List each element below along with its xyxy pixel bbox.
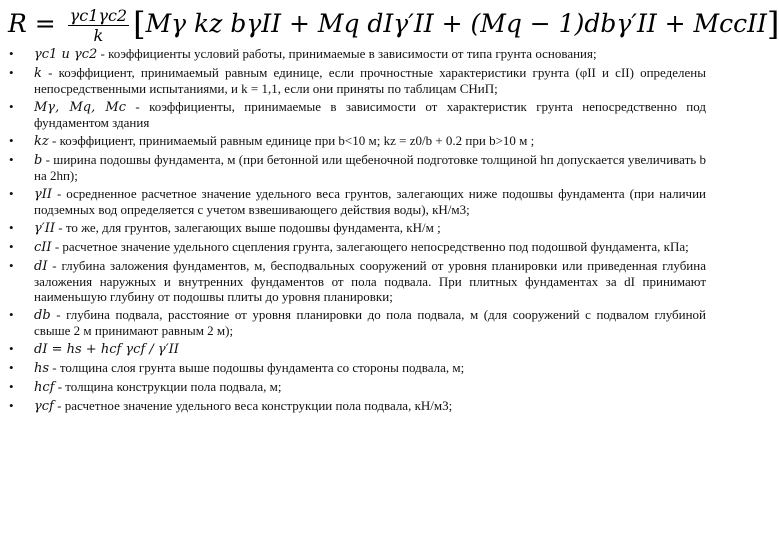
bullet-icon: • — [9, 379, 14, 394]
item-symbol: k — [34, 66, 42, 81]
bullet-icon: • — [9, 65, 14, 80]
item-text: - расчетное значение удельного веса конструкции пола подвала, кН/м3; — [57, 398, 453, 413]
list-item — [0, 99, 720, 130]
bullet-icon: • — [9, 398, 14, 413]
list-item — [0, 341, 720, 357]
item-text: - глубина заложения фундаментов, м, бесподвальных сооружений от уровня планировки или приведенная глубина заложения наружных и внутренних фундаментов от пола подвала. При плитных фундаментах за dI принимают наименьшую глубину от подошвы плиты до уровня планировки; — [34, 258, 706, 304]
item-text: - толщина слоя грунта выше подошвы фундамента со стороны подвала, м; — [52, 360, 465, 375]
list-item — [0, 220, 720, 236]
item-text: - расчетное значение удельного сцепления грунта, залегающего непосредственно под подошвой фундамента, кПа; — [54, 239, 689, 254]
list-item — [0, 398, 720, 414]
bullet-icon: • — [9, 186, 14, 201]
item-text: - толщина конструкции пола подвала, м; — [57, 379, 282, 394]
item-symbol: γc1 и γc2 — [34, 47, 98, 62]
formula-bracket-open: [ — [133, 5, 146, 43]
list-item — [0, 133, 720, 149]
item-text: - то же, для грунтов, залегающих выше подошвы фундамента, кН/м ; — [58, 220, 441, 235]
item-text: - коэффициенты условий работы, принимаемые в зависимости от типа грунта основания; — [100, 46, 597, 61]
item-symbol: kz — [34, 134, 49, 149]
item-symbol: db — [34, 308, 51, 323]
item-symbol: γ′II — [34, 221, 55, 236]
list-item — [0, 307, 720, 338]
list-item — [0, 186, 720, 217]
formula-body: Mγ kz bγII + Mq dIγ′II + (Mq − 1)dbγ′II + McсII — [145, 9, 767, 38]
bullet-icon: • — [9, 220, 14, 235]
list-item — [0, 46, 720, 62]
list-item — [0, 379, 720, 395]
definitions-list — [0, 46, 720, 417]
item-symbol: cII — [34, 240, 52, 255]
bullet-icon: • — [9, 258, 14, 273]
item-symbol: dI = hs + hcf γcf / γ′II — [34, 342, 179, 357]
bullet-icon: • — [9, 307, 14, 322]
formula-lhs: R = — [8, 9, 56, 38]
item-text: - коэффициенты, принимаемые в зависимости от характеристик грунта непосредственно под фундаментом здания — [34, 99, 707, 130]
item-text: - осредненное расчетное значение удельного веса грунтов, залегающих ниже подошвы фундамента (при наличии подземных вод определяется с учетом взвешивающего действия воды), кН/м3; — [34, 186, 707, 217]
item-text: - ширина подошвы фундамента, м (при бетонной или щебеночной подготовке толщиной hп допускается увеличивать b на 2hп); — [34, 152, 707, 183]
formula-fraction — [68, 6, 129, 45]
list-item — [0, 65, 720, 96]
formula-fraction-numerator: γc1γc2 — [69, 6, 128, 25]
item-text: - коэффициент, принимаемый равным единице при b<10 м; kz = z0/b + 0.2 при b>10 м ; — [51, 133, 535, 148]
bullet-icon: • — [9, 46, 14, 61]
bullet-icon: • — [9, 152, 14, 167]
bullet-icon: • — [9, 360, 14, 375]
item-symbol: γII — [34, 187, 53, 202]
item-symbol: Mγ, Mq, Mc — [34, 100, 127, 115]
formula-bracket-close: ] — [766, 5, 779, 43]
bullet-icon: • — [9, 341, 14, 356]
item-text: - глубина подвала, расстояние от уровня планировки до пола подвала, м (для сооружений с подвалом глубиной свыше 2 м принимают равным 2 м); — [34, 307, 707, 338]
bullet-icon: • — [9, 99, 14, 114]
bearing-resistance-formula — [8, 2, 779, 46]
item-symbol: b — [34, 153, 43, 168]
list-item — [0, 258, 720, 304]
item-symbol: dI — [34, 259, 48, 274]
formula-fraction-denominator: k — [93, 26, 104, 45]
list-item — [0, 152, 720, 183]
item-symbol: γcf — [34, 399, 54, 414]
list-item — [0, 239, 720, 255]
item-text: - коэффициент, принимаемый равным единице, если прочностные характеристики грунта (φII и cII) определены непосредственными испытаниями, и k = 1,1, если они приняты по таблицам СНиП; — [34, 65, 706, 96]
item-symbol: hs — [34, 361, 50, 376]
list-item — [0, 360, 720, 376]
item-symbol: hcf — [34, 380, 55, 395]
bullet-icon: • — [9, 239, 14, 254]
bullet-icon: • — [9, 133, 14, 148]
